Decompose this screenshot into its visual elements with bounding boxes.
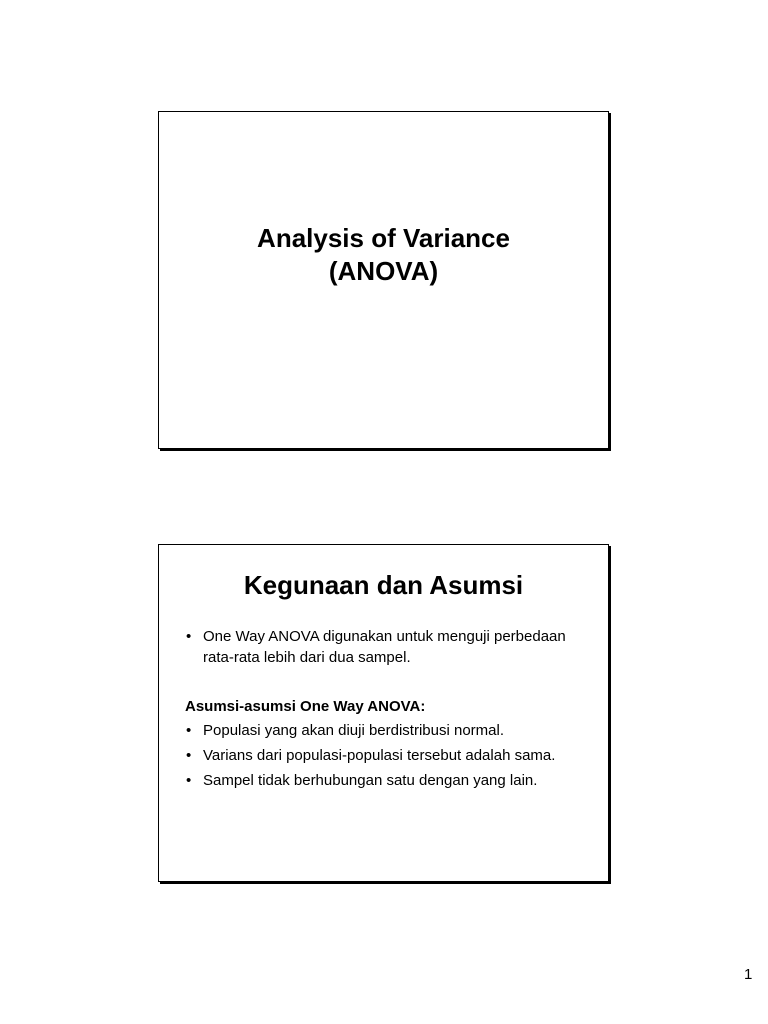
page-number: 1 <box>744 966 753 983</box>
bullet-item: • One Way ANOVA digunakan untuk menguji perbedaan rata-rata lebih dari dua sampel. <box>185 626 588 668</box>
bullet-item: • Populasi yang akan diuji berdistribusi normal. <box>185 720 588 741</box>
slide-2 <box>158 544 609 882</box>
assumptions-bullet-list <box>185 720 588 795</box>
slide-1-title-line-2: (ANOVA) <box>328 256 439 286</box>
slide-1 <box>158 111 609 449</box>
intro-bullet-list <box>185 626 588 672</box>
slide-1-title <box>159 222 608 288</box>
slide-1-title-line-1: Analysis of Variance <box>257 223 510 253</box>
slide-2-title: Kegunaan dan Asumsi <box>243 570 524 600</box>
bullet-item: • Varians dari populasi-populasi tersebut adalah sama. <box>185 745 588 766</box>
bullet-item: • Sampel tidak berhubungan satu dengan yang lain. <box>185 770 588 791</box>
assumptions-heading: Asumsi-asumsi One Way ANOVA: <box>185 698 426 715</box>
